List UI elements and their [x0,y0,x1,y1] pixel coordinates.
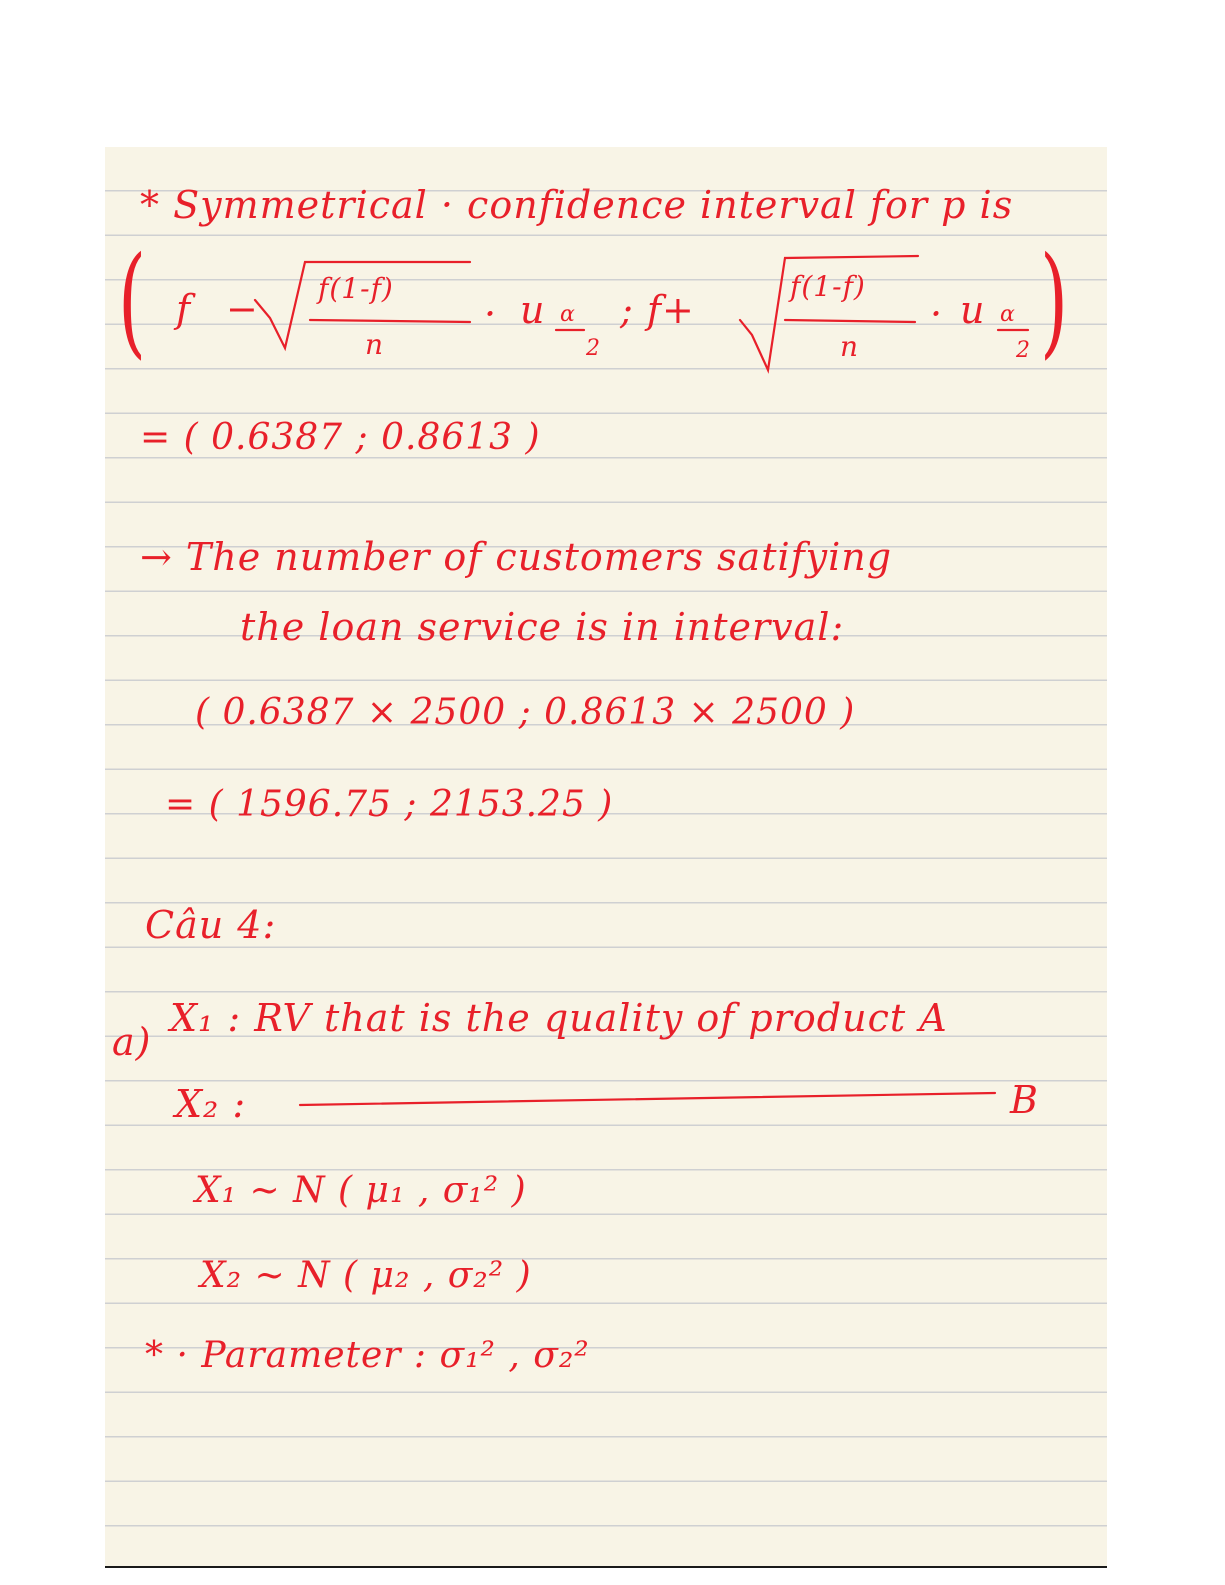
formula-f: f [176,287,192,331]
x2-distribution: X₂ ~ N ( μ₂ , σ₂² ) [200,1255,532,1296]
scaled-interval-expression: ( 0.6387 × 2500 ; 0.8613 × 2500 ) [195,692,856,733]
formula-minus: − [226,287,259,331]
formula-close-paren: ) [1040,232,1069,371]
formula-two-left: 2 [586,336,601,361]
part-label: a) [112,1020,152,1064]
formula-alpha-left: α [560,302,576,327]
x1-distribution: X₁ ~ N ( μ₁ , σ₁² ) [195,1170,527,1211]
formula-dot-right: · [930,292,944,336]
formula-u-right: u [960,288,986,332]
conclusion-line-1: → The number of customers satifying [140,535,893,579]
formula-dot-left: · [484,292,498,336]
formula-u-left: u [520,288,546,332]
formula-middle: ; f+ [620,288,695,332]
formula-denominator-left: n [365,328,385,361]
formula-numerator-right: f(1-f) [790,270,866,303]
formula-denominator-right: n [840,330,860,363]
formula-alpha-right: α [1000,302,1016,327]
formula-open-paren: ( [118,232,147,371]
conclusion-line-2: the loan service is in interval: [240,605,845,649]
ci-result-line: = ( 0.6387 ; 0.8613 ) [140,417,541,458]
parameter-line: * · Parameter : σ₁² , σ₂² [145,1335,590,1376]
scaled-interval-result: = ( 1596.75 ; 2153.25 ) [165,784,614,825]
question-heading: Câu 4: [145,903,277,947]
x1-definition: X₁ : RV that is the quality of product A [170,996,948,1040]
ci-definition-line: * Symmetrical · confidence interval for p is [140,183,1014,227]
x2-definition: X₂ : [175,1082,247,1126]
formula-two-right: 2 [1016,338,1031,363]
formula-numerator-left: f(1-f) [318,272,394,305]
x2-definition-end: B [1010,1078,1039,1122]
